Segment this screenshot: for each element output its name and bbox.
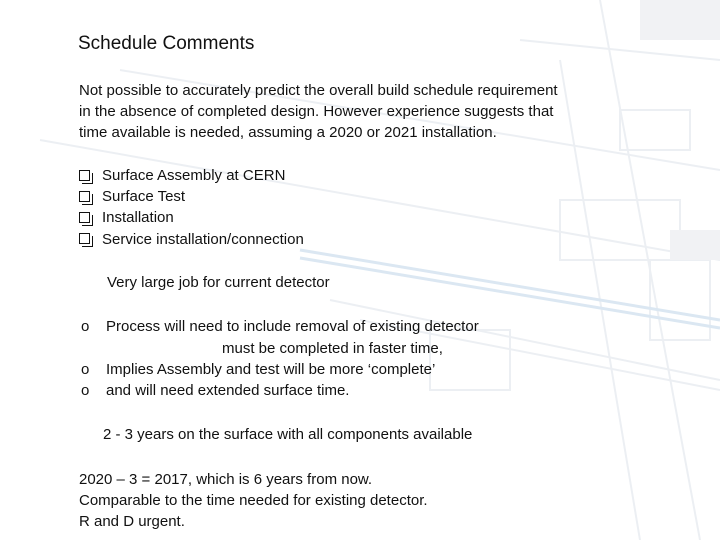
checkbox-bullet-icon [79, 170, 90, 181]
checklist-item: Service installation/connection [102, 231, 304, 248]
note-large-job: Very large job for current detector [107, 274, 330, 291]
intro-line-3: time available is needed, assuming a 2020 or 2021 installation. [79, 124, 497, 141]
note-surface: 2 - 3 years on the surface with all components available [103, 426, 473, 443]
slide-title: Schedule Comments [78, 33, 255, 54]
intro-line-1: Not possible to accurately predict the overall build schedule requirement [79, 82, 558, 99]
o-point: and will need extended surface time. [106, 382, 350, 399]
circle-bullet-icon: o [81, 361, 90, 378]
intro-line-2: in the absence of completed design. However experience suggests that [79, 103, 554, 120]
conclusion-line-2: Comparable to the time needed for existing detector. [79, 492, 428, 509]
o-point-continuation: must be completed in faster time, [222, 340, 443, 357]
circle-bullet-icon: o [81, 318, 90, 335]
o-point: Process will need to include removal of existing detector [106, 318, 479, 335]
checklist-item: Surface Assembly at CERN [102, 167, 286, 184]
checklist-item: Installation [102, 209, 174, 226]
checkbox-bullet-icon [79, 191, 90, 202]
circle-bullet-icon: o [81, 382, 90, 399]
o-point: Implies Assembly and test will be more ‘complete’ [106, 361, 436, 378]
checkbox-bullet-icon [79, 233, 90, 244]
conclusion-line-3: R and D urgent. [79, 513, 185, 530]
checklist-item: Surface Test [102, 188, 186, 205]
conclusion-line-1: 2020 – 3 = 2017, which is 6 years from now. [79, 471, 373, 488]
checkbox-bullet-icon [79, 212, 90, 223]
